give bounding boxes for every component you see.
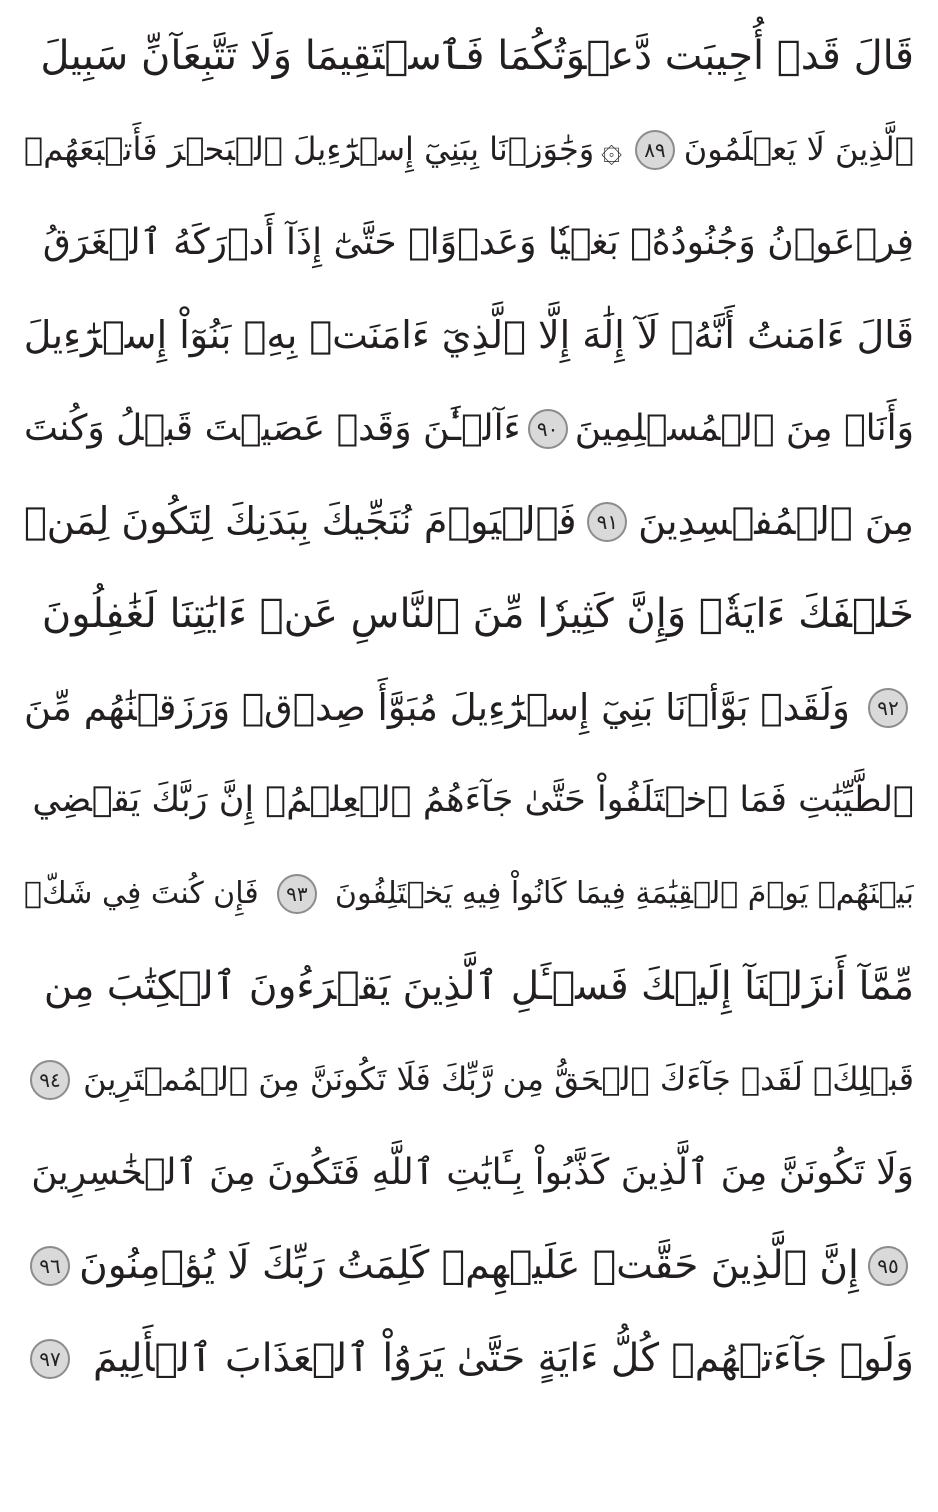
text-line (24, 289, 914, 382)
text-line (24, 847, 914, 940)
verse-text: بَيۡنَهُمۡ يَوۡمَ ٱلۡقِيَٰمَةِ فِيمَا كَانُواْ فِيهِ يَخۡتَلِفُونَ (334, 876, 914, 911)
verse-number-marker: ٩٦ (30, 1246, 70, 1286)
text-line (24, 1312, 914, 1405)
verse-text: إِنَّ ٱلَّذِينَ حَقَّتۡ عَلَيۡهِمۡ كَلِمَتُ رَبِّكَ لَا يُؤۡمِنُونَ (79, 1243, 859, 1288)
verse-number-marker: ٩٥ (868, 1246, 908, 1286)
verse-text: وَلَقَدۡ بَوَّأۡنَا بَنِيٓ إِسۡرَٰٓءِيلَ مُبَوَّأَ صِدۡقٖ وَرَزَقۡنَٰهُم مِّنَ (24, 686, 850, 729)
verse-text: مِنَ ٱلۡمُفۡسِدِينَ (638, 499, 914, 543)
verse-text: قَالَ ءَامَنتُ أَنَّهُۥ لَآ إِلَٰهَ إِلَّا ٱلَّذِيٓ ءَامَنَتۡ بِهِۦ بَنُوٓاْ إِسۡرَٰٓءِيلَ (24, 313, 914, 357)
verse-number-marker: ٩٠ (528, 409, 568, 449)
text-line (24, 661, 914, 754)
text-line (24, 940, 914, 1033)
verse-text: ءَآلۡـَٰٔنَ وَقَدۡ عَصَيۡتَ قَبۡلُ وَكُنتَ (24, 408, 521, 449)
verse-text: ٱلَّذِينَ لَا يَعۡلَمُونَ (683, 130, 914, 168)
text-line (24, 103, 914, 196)
verse-number-marker: ٨٩ (635, 130, 675, 170)
text-line (24, 196, 914, 289)
verse-text: وَلَا تَكُونَنَّ مِنَ ٱلَّذِينَ كَذَّبُواْ بِـَٔايَٰتِ ٱللَّهِ فَتَكُونَ مِنَ ٱلۡخَٰسِرِينَ (31, 1152, 914, 1193)
verse-number-marker: ٩٤ (30, 1060, 70, 1100)
verse-text: وَأَنَا۠ مِنَ ٱلۡمُسۡلِمِينَ (574, 408, 914, 449)
text-line (24, 1033, 914, 1126)
verse-text: فَٱلۡيَوۡمَ نُنَجِّيكَ بِبَدَنِكَ لِتَكُونَ لِمَنۡ (24, 499, 577, 543)
verse-text: خَلۡفَكَ ءَايَةٗۚ وَإِنَّ كَثِيرٗا مِّنَ ٱلنَّاسِ عَنۡ ءَايَٰتِنَا لَغَٰفِلُونَ (41, 591, 914, 637)
verse-text: فَإِن كُنتَ فِي شَكّٖ (24, 876, 259, 911)
verse-text: فِرۡعَوۡنُ وَجُنُودُهُۥ بَغۡيٗا وَعَدۡوًاۖ حَتَّىٰٓ إِذَآ أَدۡرَكَهُ ٱلۡغَرَقُ (42, 222, 914, 263)
verse-text: قَبۡلِكَۚ لَقَدۡ جَآءَكَ ٱلۡحَقُّ مِن رَّبِّكَ فَلَا تَكُونَنَّ مِنَ ٱلۡمُمۡتَرِينَ (83, 1060, 914, 1098)
text-line (24, 10, 914, 103)
text-line (24, 568, 914, 661)
verse-number-marker: ٩٣ (277, 874, 317, 914)
verse-number-marker: ٩٧ (30, 1339, 70, 1379)
text-line (24, 382, 914, 475)
verse-number-marker: ٩٢ (868, 688, 908, 728)
verse-text: وَلَوۡ جَآءَتۡهُمۡ كُلُّ ءَايَةٍ حَتَّىٰ يَرَوُاْ ٱلۡعَذَابَ ٱلۡأَلِيمَ (92, 1336, 914, 1381)
hizb-quarter-mark: ۞ (601, 129, 623, 170)
text-line (24, 1126, 914, 1219)
verse-number-marker: ٩١ (587, 502, 627, 542)
verse-text: قَالَ قَدۡ أُجِيبَت دَّعۡوَتُكُمَا فَٱسۡتَقِيمَا وَلَا تَتَّبِعَآنِّ سَبِيلَ (40, 33, 914, 79)
verse-text: وَجَٰوَزۡنَا بِبَنِيٓ إِسۡرَٰٓءِيلَ ٱلۡبَحۡرَ فَأَتۡبَعَهُمۡ (24, 130, 595, 168)
verse-text: مِّمَّآ أَنزَلۡنَآ إِلَيۡكَ فَسۡـَٔلِ ٱلَّذِينَ يَقۡرَءُونَ ٱلۡكِتَٰبَ مِن (43, 964, 914, 1009)
text-line (24, 1219, 914, 1312)
verse-text: ٱلطَّيِّبَٰتِ فَمَا ٱخۡتَلَفُواْ حَتَّىٰ جَآءَهُمُ ٱلۡعِلۡمُۚ إِنَّ رَبَّكَ يَقۡضِي (32, 780, 914, 820)
text-line (24, 475, 914, 568)
text-line (24, 754, 914, 847)
